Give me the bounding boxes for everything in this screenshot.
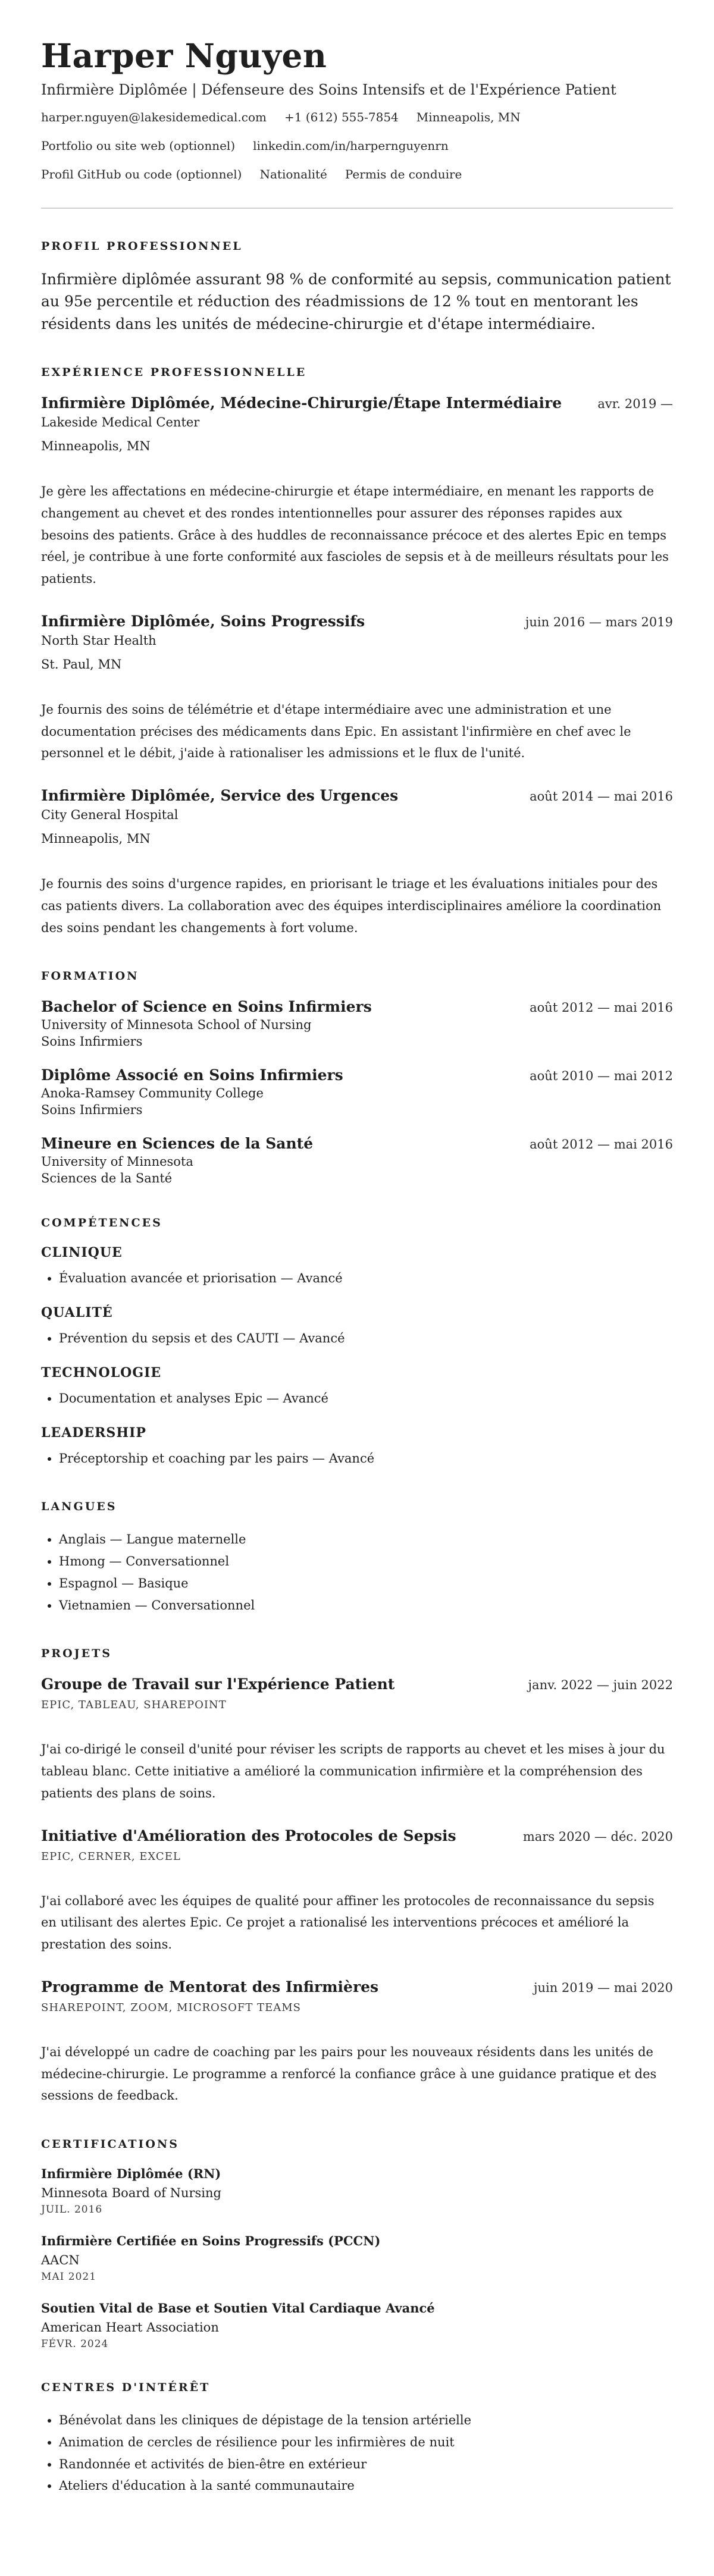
certification-date: FÉVR. 2024 (41, 2338, 109, 2350)
job-dates: août 2014 — mai 2016 (530, 789, 673, 804)
contact-row-extra (41, 167, 673, 181)
certification-date: MAI 2021 (41, 2271, 97, 2283)
contact-row-primary (41, 110, 673, 124)
certification-issuer: AACN (41, 2253, 80, 2267)
education-section (41, 969, 673, 1185)
project-entry (41, 1827, 673, 1956)
job-employer: North Star Health (41, 633, 156, 648)
school-name: University of Minnesota (41, 1154, 193, 1169)
certification-issuer: American Heart Association (41, 2320, 219, 2335)
skill-category: LEADERSHIP (41, 1425, 146, 1441)
study-field: Soins Infirmiers (41, 1103, 143, 1118)
language-item: • Espagnol — Basique (59, 1573, 673, 1595)
skill-item: • Prévention du sepsis et des CAUTI — Avancé (59, 1328, 673, 1350)
project-entry (41, 1676, 673, 1804)
certification-issuer: Minnesota Board of Nursing (41, 2186, 221, 2200)
job-title: Infirmière Diplômée, Soins Progressifs (41, 612, 365, 630)
interest-item: • Animation de cercles de résilience pour les infirmières de nuit (59, 2431, 673, 2453)
job-location: St. Paul, MN (41, 657, 122, 672)
project-title: Programme de Mentorat des Infirmières (41, 1978, 379, 1995)
contact-phone[interactable]: +1 (612) 555-7854 (284, 109, 399, 124)
education-dates: août 2012 — mai 2016 (530, 1137, 673, 1152)
experience-entry (41, 787, 673, 939)
contact-license: Permis de conduire (345, 167, 462, 181)
skill-group (41, 1365, 673, 1410)
candidate-name: Harper Nguyen (41, 36, 327, 75)
project-tech: EPIC, CERNER, EXCEL (41, 1850, 181, 1863)
study-field: Soins Infirmiers (41, 1034, 143, 1049)
degree-title: Mineure en Sciences de la Santé (41, 1135, 314, 1153)
experience-entry (41, 394, 673, 590)
school-name: Anoka-Ramsey Community College (41, 1086, 264, 1101)
summary-text: Infirmière diplômée assurant 98 % de conformité au sepsis, communication patient au 95e percentile et réduction des réadmissions de 12 % tout en mentorant les résidents dans les unités de médecine-chirurgie et d'étape intermédiaire. (41, 270, 671, 332)
skill-item: • Documentation et analyses Epic — Avancé (59, 1388, 673, 1410)
contact-row-links (41, 139, 673, 153)
project-description: J'ai co-dirigé le conseil d'unité pour réviser les scripts de rapports au chevet et les mises à jour du tableau blanc. Cette initiative a amélioré la communication infirmière et la compréhension des patients des plans de soins. (41, 1742, 665, 1800)
skill-item: • Préceptorship et coaching par les pairs — Avancé (59, 1448, 673, 1470)
section-title: PROFIL PROFESSIONNEL (41, 239, 243, 253)
skill-category: CLINIQUE (41, 1245, 123, 1261)
education-entry (41, 998, 673, 1049)
section-title: FORMATION (41, 969, 139, 983)
project-description: J'ai collaboré avec les équipes de qualité pour affiner les protocoles de reconnaissance du sepsis en utilisant des alertes Epic. Ce projet a rationalisé les interventions précoces et amélioré la prestation des soins. (41, 1893, 654, 1951)
header-divider (41, 208, 673, 209)
school-name: University of Minnesota School of Nursing (41, 1018, 312, 1033)
certification-name: Soutien Vital de Base et Soutien Vital Cardiaque Avancé (41, 2301, 435, 2315)
skill-category: QUALITÉ (41, 1305, 113, 1320)
certification-date: JUIL. 2016 (41, 2204, 103, 2216)
job-location: Minneapolis, MN (41, 439, 151, 453)
project-description: J'ai développé un cadre de coaching par les pairs pour les nouveaux résidents dans les unités de médecine-chirurgie. Le programme a renforcé la confiance grâce à une guidance pratique et des sessions de feedback. (41, 2044, 657, 2103)
contact-email[interactable]: harper.nguyen@lakesidemedical.com (41, 109, 267, 124)
skills-section (41, 1216, 673, 1469)
project-dates: mars 2020 — déc. 2020 (522, 1829, 673, 1844)
project-tech: EPIC, TABLEAU, SHAREPOINT (41, 1699, 227, 1712)
language-item: • Vietnamien — Conversationnel (59, 1595, 673, 1617)
education-entry (41, 1135, 673, 1185)
contact-location: Minneapolis, MN (416, 109, 521, 124)
job-location: Minneapolis, MN (41, 832, 151, 846)
job-dates: avr. 2019 — (597, 397, 673, 411)
certification-name: Infirmière Diplômée (RN) (41, 2166, 221, 2181)
job-employer: Lakeside Medical Center (41, 415, 200, 429)
job-title: Infirmière Diplômée, Médecine-Chirurgie/Étape Intermédiaire (41, 394, 562, 412)
certification-entry (41, 2233, 673, 2283)
interests-section (41, 2381, 673, 2497)
project-dates: janv. 2022 — juin 2022 (528, 1678, 673, 1693)
degree-title: Bachelor of Science en Soins Infirmiers (41, 998, 372, 1016)
experience-entry (41, 613, 673, 764)
section-title: CENTRES D'INTÉRÊT (41, 2381, 211, 2394)
skill-group (41, 1245, 673, 1289)
interest-item: • Bénévolat dans les cliniques de dépistage de la tension artérielle (59, 2409, 673, 2431)
job-description: Je fournis des soins d'urgence rapides, en priorisant le triage et les évaluations initiales pour des cas patients divers. La collaboration avec des équipes interdisciplinaires améliore la coordination des soins pendant les changements à fort volume. (41, 877, 662, 935)
job-dates: juin 2016 — mars 2019 (525, 614, 673, 629)
contact-nationality: Nationalité (259, 167, 327, 181)
degree-title: Diplôme Associé en Soins Infirmiers (41, 1066, 343, 1084)
contact-linkedin[interactable]: linkedin.com/in/harpernguyenrn (253, 138, 449, 153)
resume-header (41, 38, 673, 209)
project-entry (41, 1978, 673, 2107)
section-title: PROJETS (41, 1647, 112, 1661)
section-title: LANGUES (41, 1500, 117, 1514)
contact-portfolio[interactable]: Portfolio ou site web (optionnel) (41, 138, 236, 153)
languages-section (41, 1500, 673, 1616)
skill-group (41, 1425, 673, 1470)
contact-github[interactable]: Profil GitHub ou code (optionnel) (41, 167, 242, 181)
skill-category: TECHNOLOGIE (41, 1364, 162, 1380)
skill-item: • Évaluation avancée et priorisation — Avancé (59, 1267, 673, 1289)
language-item: • Anglais — Langue maternelle (59, 1529, 673, 1551)
certification-name: Infirmière Certifiée en Soins Progressifs (PCCN) (41, 2233, 381, 2248)
projects-section (41, 1647, 673, 2107)
certification-entry (41, 2301, 673, 2350)
project-dates: juin 2019 — mai 2020 (533, 1980, 673, 1995)
project-tech: SHAREPOINT, ZOOM, MICROSOFT TEAMS (41, 2001, 301, 2014)
job-description: Je fournis des soins de télémétrie et d'étape intermédiaire avec une administration et une documentation précises des médicaments dans Epic. En assistant l'infirmière en chef avec le personnel et le débit, j'aide à rationaliser les admissions et le flux de l'unité. (41, 702, 631, 761)
education-dates: août 2012 — mai 2016 (530, 1000, 673, 1015)
section-title: EXPÉRIENCE PROFESSIONNELLE (41, 366, 307, 379)
skill-group (41, 1305, 673, 1350)
section-title: COMPÉTENCES (41, 1216, 162, 1230)
certification-entry (41, 2166, 673, 2216)
language-item: • Hmong — Conversationnel (59, 1551, 673, 1573)
education-dates: août 2010 — mai 2012 (530, 1069, 673, 1084)
interest-item: • Randonnée et activités de bien-être en extérieur (59, 2453, 673, 2475)
certifications-section (41, 2138, 673, 2350)
interest-item: • Ateliers d'éducation à la santé communautaire (59, 2475, 673, 2497)
job-title: Infirmière Diplômée, Service des Urgences (41, 787, 399, 804)
job-employer: City General Hospital (41, 808, 178, 822)
study-field: Sciences de la Santé (41, 1171, 173, 1186)
section-title: CERTIFICATIONS (41, 2138, 179, 2151)
education-entry (41, 1066, 673, 1117)
project-title: Initiative d'Amélioration des Protocoles de Sepsis (41, 1827, 456, 1844)
experience-section (41, 366, 673, 939)
job-description: Je gère les affectations en médecine-chirurgie et étape intermédiaire, en menant les rapports de changement au chevet et des rondes intentionnelles pour assurer des réponses rapides aux besoins des patients. Grâce à des huddles de reconnaissance précoce et des alertes Epic en temps réel, je contribue à une forte conformité aux fascioles de sepsis et à de meilleurs résultats pour les patients. (41, 484, 669, 586)
summary-section (41, 240, 673, 335)
candidate-headline: Infirmière Diplômée | Défenseure des Soins Intensifs et de l'Expérience Patient (41, 81, 616, 98)
project-title: Groupe de Travail sur l'Expérience Patient (41, 1676, 395, 1693)
